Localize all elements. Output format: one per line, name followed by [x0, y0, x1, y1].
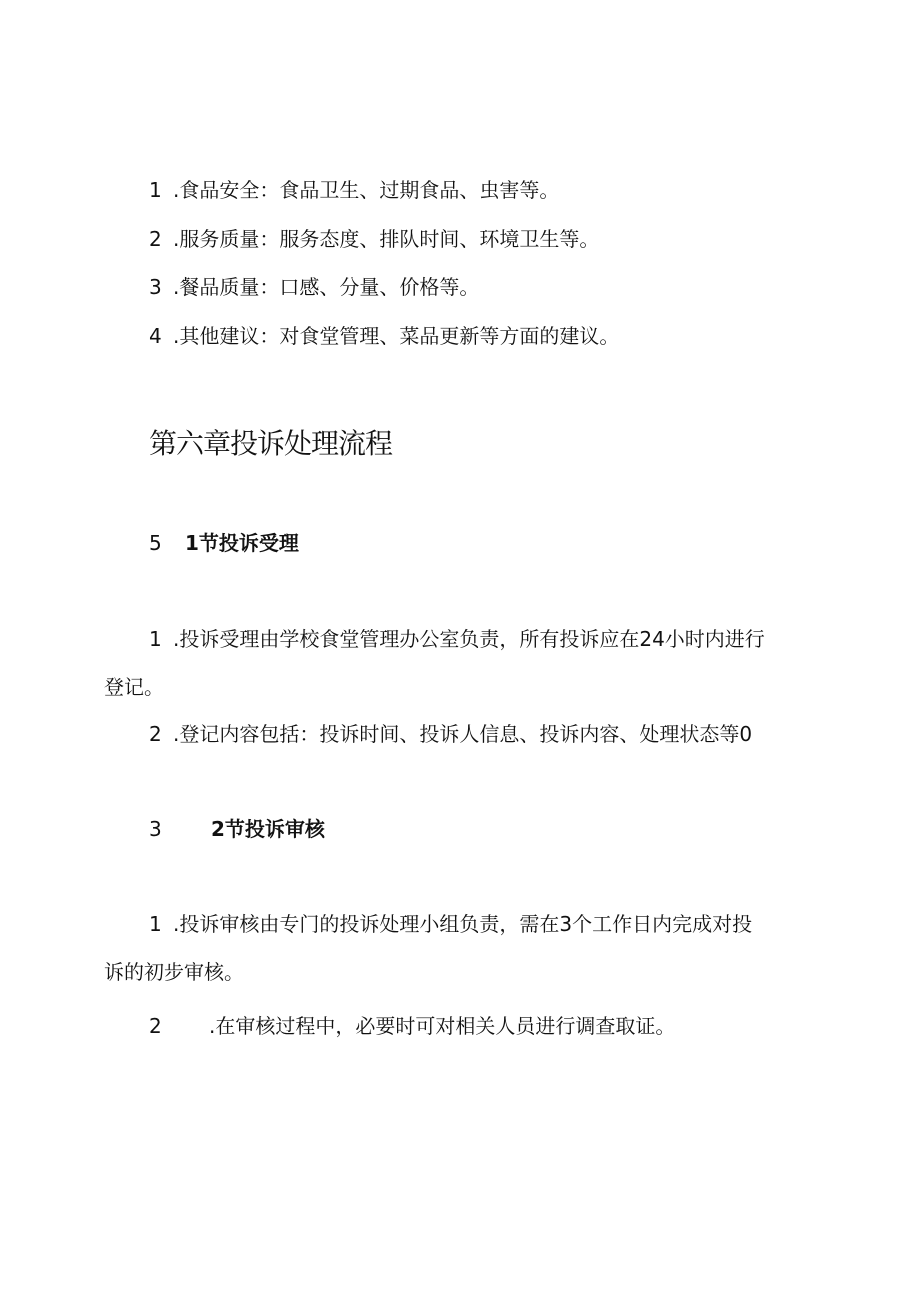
list-item	[149, 910, 752, 938]
list-item	[149, 273, 479, 301]
list-item-number: 2	[149, 1014, 162, 1038]
list-item	[149, 176, 559, 204]
list-item	[149, 322, 619, 350]
list-item-number: 1	[149, 912, 162, 936]
list-item-number: 2	[149, 722, 162, 746]
section-title: 2节投诉审核	[211, 817, 325, 841]
list-item-text: .餐品质量：口感、分量、价格等。	[173, 275, 480, 299]
list-item-text: .食品安全：食品卫生、过期食品、虫害等。	[173, 178, 560, 202]
list-item-number: 2	[149, 227, 162, 251]
section-title: 1节投诉受理	[185, 531, 299, 555]
list-item-text: .在审核过程中，必要时可对相关人员进行调查取证。	[209, 1014, 676, 1038]
list-item-number: 3	[149, 275, 162, 299]
section-heading	[149, 529, 299, 557]
chapter-title: 第六章投诉处理流程	[149, 427, 393, 460]
list-item-number: 1	[149, 627, 162, 651]
list-item	[149, 625, 765, 653]
list-item-text: .投诉审核由专门的投诉处理小组负责，需在3个工作日内完成对投	[173, 912, 753, 936]
list-item	[149, 720, 752, 748]
section-number: 3	[149, 817, 162, 841]
list-item	[149, 225, 599, 253]
list-item-number: 4	[149, 324, 162, 348]
list-item-text: .登记内容包括：投诉时间、投诉人信息、投诉内容、处理状态等0	[173, 722, 753, 746]
list-item-text: .投诉受理由学校食堂管理办公室负责，所有投诉应在24小时内进行	[173, 627, 765, 651]
list-item-continuation: 诉的初步审核。	[104, 960, 244, 984]
section-number: 5	[149, 531, 162, 555]
list-item-text: .其他建议：对食堂管理、菜品更新等方面的建议。	[173, 324, 620, 348]
list-item-number: 1	[149, 178, 162, 202]
list-item-text: .服务质量：服务态度、排队时间、环境卫生等。	[173, 227, 600, 251]
list-item	[149, 1012, 675, 1040]
list-item-continuation: 登记。	[104, 675, 164, 699]
section-heading	[149, 815, 325, 843]
